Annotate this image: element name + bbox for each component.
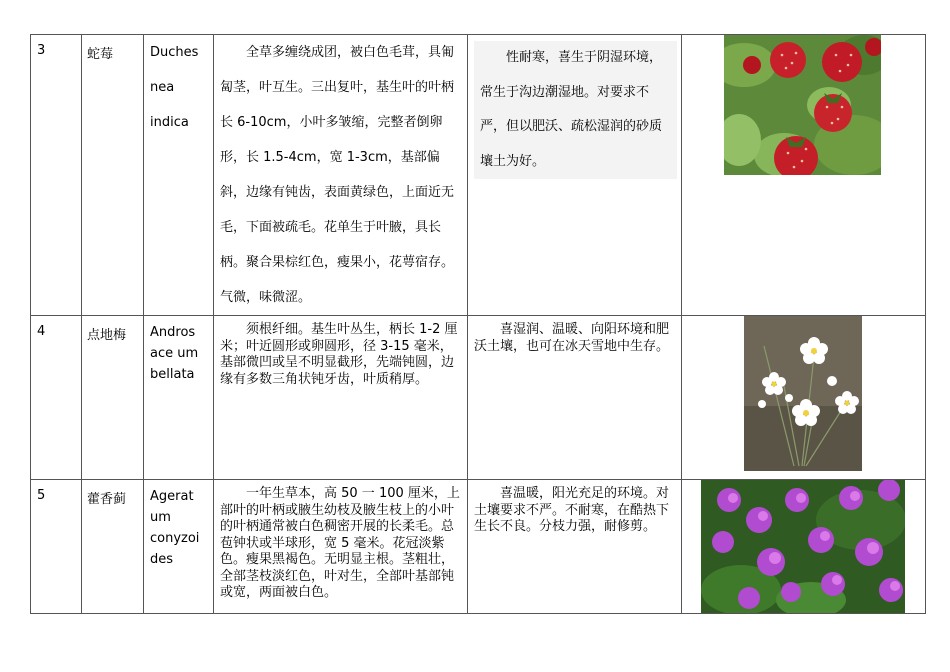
purple-flower-photo (701, 480, 905, 613)
description-cell (214, 35, 468, 316)
chinese-name: 蛇莓 (82, 35, 144, 316)
environment-text: 喜湿润、温暖、向阳环境和肥沃土壤，也可在冰天雪地中生存。 (474, 322, 670, 354)
latin-name-line: Andros (150, 325, 196, 340)
latin-name-line: nea (150, 80, 175, 95)
white-flower-photo (744, 316, 862, 471)
environment-cell (468, 35, 682, 316)
latin-name-line: des (150, 552, 174, 567)
latin-name (144, 480, 214, 614)
chinese-name: 藿香蓟 (82, 480, 144, 614)
environment-text: 性耐寒，喜生于阴湿环境，常生于沟边潮湿地。对要求不严，但以肥沃、疏松湿润的砂质壤土为好。 (474, 41, 677, 179)
environment-cell (468, 480, 682, 614)
latin-name-line: Agerat (150, 489, 194, 504)
latin-name-line: indica (150, 115, 189, 130)
row-number: 3 (31, 35, 82, 316)
document-page (30, 34, 925, 614)
latin-name (144, 35, 214, 316)
table-row (31, 480, 926, 614)
description-cell (214, 480, 468, 614)
plant-table (30, 34, 926, 614)
latin-name-line: um (150, 510, 171, 525)
description-text: 须根纤细。基生叶丛生，柄长 1-2 厘米；叶近圆形或卵圆形，径 3-15 毫米，基部微凹或呈不明显截形，先端钝圆，边缘有多数三角状钝牙齿，叶质稍厚。 (220, 322, 458, 387)
image-cell (682, 35, 926, 316)
image-cell (682, 480, 926, 614)
latin-name-line: ace um (150, 346, 199, 361)
environment-cell (468, 316, 682, 480)
table-row (31, 316, 926, 480)
image-cell (682, 316, 926, 480)
strawberry-photo (724, 35, 881, 175)
row-number: 5 (31, 480, 82, 614)
environment-text: 喜温暖，阳光充足的环境。对土壤要求不严。不耐寒，在酷热下生长不良。分枝力强，耐修剪。 (474, 486, 670, 534)
latin-name-line: bellata (150, 367, 195, 382)
description-text: 一年生草本，高 50 一 100 厘米，上部叶的叶柄或腋生幼枝及腋生枝上的小叶的叶柄通常被白色稠密开展的长柔毛。总苞钟状或半球形，宽 5 毫米。花冠淡紫色。瘦果黑褐色。无明显主根。茎粗壮，全部茎枝淡红色，叶对生，全部叶基部钝或宽，两面被白色。 (220, 486, 460, 600)
latin-name-line: Duches (150, 45, 199, 60)
latin-name-line: conyzoi (150, 531, 200, 546)
latin-name (144, 316, 214, 480)
description-text: 全草多缠绕成团，被白色毛茸，具匍匐茎，叶互生。三出复叶，基生叶的叶柄长 6-10cm，小叶多皱缩，完整者倒卵形，长 1.5-4cm，宽 1-3cm，基部偏斜，边缘有钝齿，表面黄绿色，上面近无毛，下面被疏毛。花单生于叶腋，具长柄。聚合果棕红色，瘦果小，花萼宿存。气微，味微涩。 (220, 45, 455, 305)
row-number: 4 (31, 316, 82, 480)
chinese-name: 点地梅 (82, 316, 144, 480)
table-row (31, 35, 926, 316)
description-cell (214, 316, 468, 480)
